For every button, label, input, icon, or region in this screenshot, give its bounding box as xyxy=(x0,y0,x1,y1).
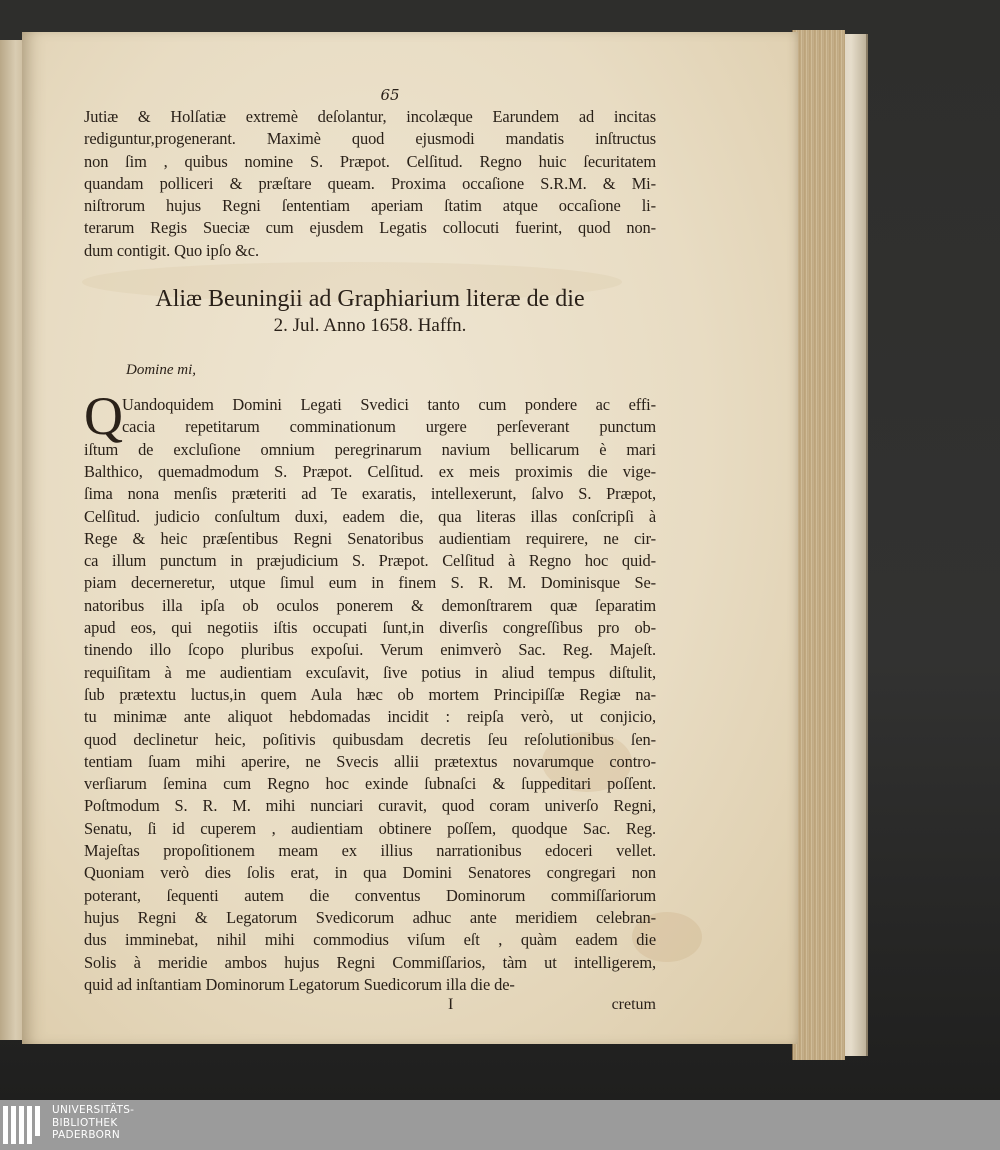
text-line: iſtum de excluſione omnium peregrinarum navium bellicarum è mari xyxy=(84,439,656,459)
text-line: ſub prætextu luctus,in quem Aula hæc ob mortem Principiſſæ Regiæ na- xyxy=(84,684,656,704)
text-line: apud eos, qui negotiis iſtis occupati ſunt,in diverſis congreſſibus pro ob- xyxy=(84,618,656,638)
text-line: poterant, ſequenti autem die conventus Dominorum commiſſariorum xyxy=(84,885,656,905)
salutation: Domine mi, xyxy=(126,362,196,379)
text-line: Quoniam verò dies ſolis erat, in qua Domini Senatores congregari non xyxy=(84,863,656,883)
letter-body xyxy=(84,386,656,996)
text-line: quandam polliceri & præſtare queam. Proxima occaſione S.R.M. & Mi- xyxy=(84,173,656,193)
library-name-line2: BIBLIOTHEK xyxy=(52,1116,118,1129)
page-footer-line xyxy=(84,996,656,1018)
text-line: niſtrorum hujus Regni ſententiam aperiam ſtatim atque occaſione li- xyxy=(84,196,656,216)
book-page xyxy=(22,32,798,1044)
text-line: dum contigit. Quo ipſo &c. xyxy=(84,240,259,260)
drop-cap: Q xyxy=(84,386,123,447)
text-line: Senatu, ſi id cuperem , audientiam obtinere poſſem, quodque Sac. Reg. xyxy=(84,818,656,838)
text-line: Rege & heic præſentibus Regni Senatoribus audientiam requirere, ne cir- xyxy=(84,528,656,548)
catchword: cretum xyxy=(611,996,656,1014)
text-line: Balthico, quemadmodum S. Præpot. Celſitud. ex meis proximis die vige- xyxy=(84,461,656,481)
text-line: Uandoquidem Domini Legati Svedici tanto cum pondere ac effi- xyxy=(122,395,656,415)
text-line: cacia repetitarum comminationum urgere perſeverant punctum xyxy=(122,417,656,437)
library-logo-icon xyxy=(3,1106,43,1144)
text-line: non ſim , quibus nomine S. Præpot. Celſitud. Regno huic ſecuritatem xyxy=(84,151,656,171)
text-line: ſima nona menſis præteriti ad Te exaratis, intellexerunt, ſalvo S. Præpot, xyxy=(84,484,656,504)
text-line: piam decerneretur, utque ſimul eum in finem S. R. M. Dominisque Se- xyxy=(84,573,656,593)
library-footer-bar xyxy=(0,1100,1000,1150)
library-name-line1: UNIVERSITÄTS- xyxy=(52,1104,135,1116)
letter-date-line: 2. Jul. Anno 1658. Haffn. xyxy=(273,315,467,337)
library-name-line3: PADERBORN xyxy=(52,1129,120,1141)
text-line: ca illum punctum in præjudicium S. Præpot. Celſitud à Regno hoc quid- xyxy=(84,551,656,571)
text-line: Solis à meridie ambos hujus Regni Commiſſarios, tàm ut intelligerem, xyxy=(84,952,656,972)
text-line: Jutiæ & Holſatiæ extremè deſolantur, incolæque Earundem ad incitas xyxy=(84,107,656,126)
text-line: verſiarum ſemina cum Regno hoc exinde ſubnaſci & ſuppeditari poſſent. xyxy=(84,774,656,794)
page-stack-edges xyxy=(792,30,845,1060)
text-line: rediguntur,progenerant. Maximè quod ejusmodi mandatis inſtructus xyxy=(84,129,656,149)
letter-heading: Aliæ Beuningii ad Graphiarium literæ de die xyxy=(155,286,585,313)
opening-paragraph xyxy=(84,106,656,262)
text-line: quod declinetur heic, poſitivis quibusdam decretis ſeu reſolutionibus ſen- xyxy=(84,729,656,749)
text-line: requiſitam à me audientiam excuſavit, ſive potius in aliud tempus diſtulit, xyxy=(84,662,656,682)
text-line: Poſtmodum S. R. M. mihi nunciari curavit, quod coram univerſo Regni, xyxy=(84,796,656,816)
text-line: tentiam ſuam mihi aperire, ne Svecis allii prætextus novarumque contro- xyxy=(84,751,656,771)
text-line: Majeſtas propoſitionem meam ex illius narrationibus edoceri vellet. xyxy=(84,841,656,861)
text-line: natoribus illa ipſa ob oculos ponerem & demonſtrarem quæ ſeparatim xyxy=(84,595,656,615)
text-line: quid ad inſtantiam Dominorum Legatorum Suedicorum illa die de- xyxy=(84,974,515,994)
body-lines xyxy=(84,386,656,996)
text-line: dus imminebat, nihil mihi commodius viſum eſt , quàm eadem die xyxy=(84,930,656,950)
page-number: 65 xyxy=(380,86,400,104)
text-line: terarum Regis Sueciæ cum ejusdem Legatis collocuti fuerint, quod non- xyxy=(84,218,656,238)
text-line: hujus Regni & Legatorum Svedicorum adhuc ante meridiem celebran- xyxy=(84,907,656,927)
library-name xyxy=(52,1104,134,1142)
signature-mark: I xyxy=(448,996,454,1014)
text-column xyxy=(84,86,656,1018)
text-line: tinendo illo ſcopo pluribus expoſui. Verum enimverò Sac. Reg. Majeſt. xyxy=(84,640,656,660)
text-line: Celſitud. judicio conſultum duxi, eadem die, qua literas illas conſcripſi à xyxy=(84,506,656,526)
text-line: tu minimæ ante aliquot hebdomadas incidit : reipſa verò, ut conjicio, xyxy=(84,707,656,727)
